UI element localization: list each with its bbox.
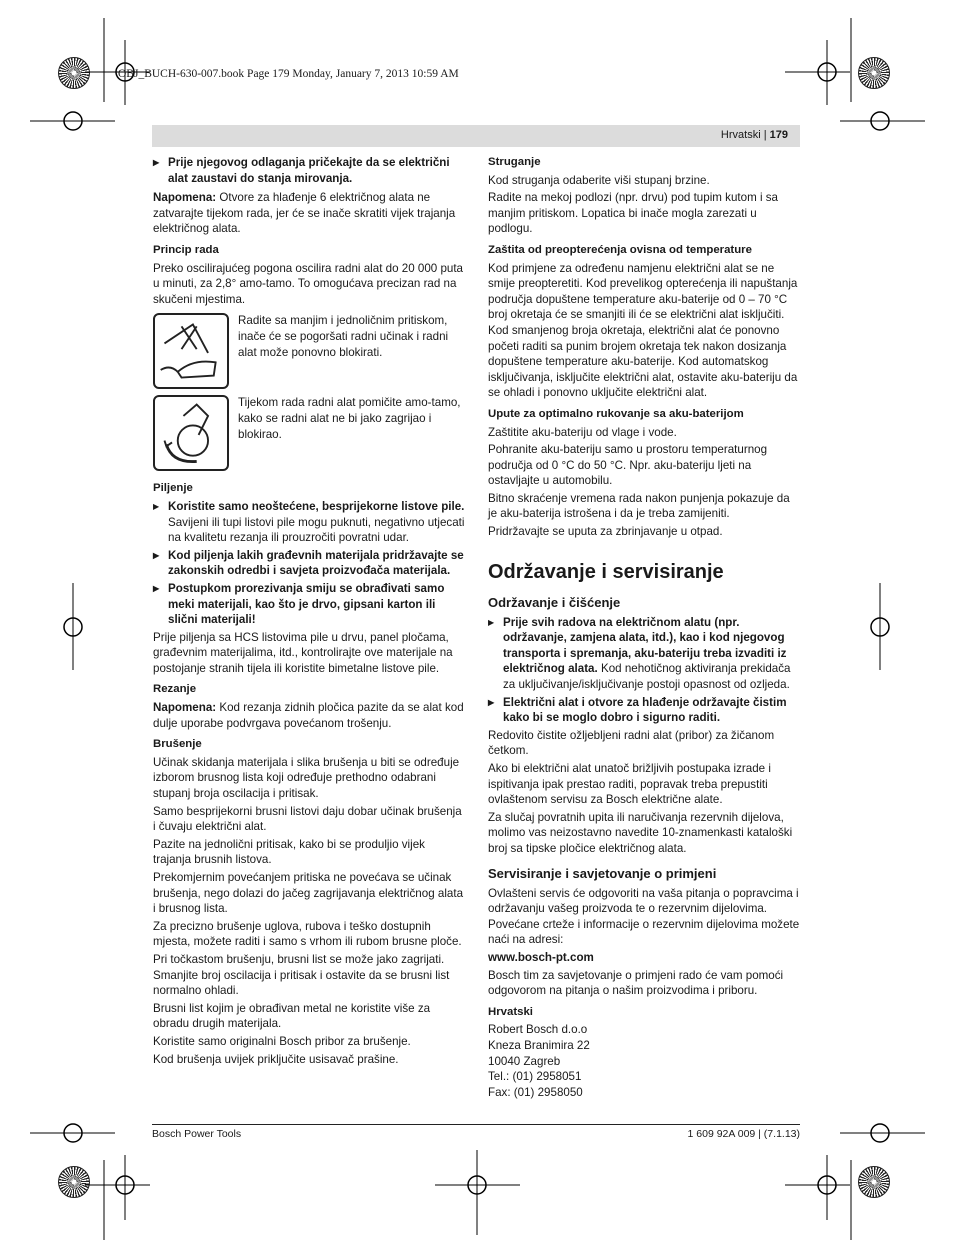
section-heading: Upute za optimalno rukovanje sa aku-baterijom [488,407,744,420]
paragraph: Pazite na jednolični pritisak, kako bi se produljio vijek trajanja brusnih listova. [153,837,425,867]
right-column [488,155,800,1100]
paragraph: Bitno skraćenje vremena rada nakon punjenja pokazuje da je aku-baterija istrošena i da je treba zamijeniti. [488,491,790,521]
header-language: Hrvatski [720,129,761,141]
section-heading: Zaštita od preopterećenja ovisna od temperature [488,243,752,256]
bullet-item: ▶ Električni alat i otvore za hlađenje održavajte čistim kako bi se moglo dobro i sigurno raditi. [488,695,800,726]
section-heading: Brušenje [153,738,202,751]
bullet-item: ▶ Kod piljenja lakih građevnih materijala pridržavajte se zakonskih odredbi i savjeta proizvođača materijala. [153,548,465,579]
note: Napomena: Kod rezanja zidnih pločica pazite da se alat kod dulje uporabe podvrgava povećanom trošenju. [153,701,464,730]
note: Napomena: Otvore za hlađenje 6 električnog alata ne zatvarajte tijekom rada, jer će se inače skratiti vijek trajanja električnog alata. [153,191,456,236]
section-heading: Hrvatski [488,1005,533,1018]
paragraph: Bosch tim za savjetovanje o primjeni rado će vam pomoći odgovorom na pitanja o našim proizvodima i priboru. [488,968,784,998]
oscillation-illustration-icon [153,395,229,471]
footer-divider [152,1124,800,1125]
paragraph: Redovito čistite ožljebljeni radni alat (pribor) za žičanom četkom. [488,728,775,758]
page-header [152,125,800,147]
chapter-heading: Održavanje i servisiranje [488,560,724,583]
page-number: 179 [769,129,788,141]
header-text [721,128,788,144]
paragraph: Prekomjernim povećanjem pritiska ne povećava se učinak brušenja, nego dolazi do jačeg zagrijavanja električnog alata i brusnog lista. [153,871,464,916]
bullet-item: ▶ Prije njegovog odlaganja pričekajte da se električni alat zaustavi do stanja mirovanja. [153,155,465,186]
paragraph: Preko oscilirajućeg pogona oscilira radni alat do 20 000 puta u minuti, za 2,8° amo-tamo. To omogućava precizan rad na skučeni mjestima. [153,261,464,306]
paragraph: Za precizno brušenje uglova, rubova i teško dostupnih mjesta, možete raditi i samo s vrhom ili rubom brusne ploče. [153,919,462,949]
figure-row [153,313,465,389]
section-heading: Piljenje [153,482,193,495]
paragraph: Kod brušenja uvijek priključite usisavač prašine. [153,1052,399,1066]
bullet-item: ▶ Postupkom prorezivanja smiju se obrađivati samo meki materijali, kao što je drvo, gipsani karton ili slični materijali! [153,581,465,628]
section-heading: Princip rada [153,243,219,256]
footer-left: Bosch Power Tools [152,1128,242,1140]
section-heading: Struganje [488,156,541,168]
section-heading: Servisiranje i savjetovanje o primjeni [488,865,717,881]
paragraph: Koristite samo originalni Bosch pribor za brušenje. [153,1034,411,1048]
section-heading: Rezanje [153,683,197,696]
footer-right: 1 609 92A 009 | (7.1.13) [687,1128,800,1140]
bullet-item: ▶ Koristite samo neoštećene, besprijekorne listove pile. Savijeni ili tupi listovi pile mogu puknuti, negativno utjecati na kvalitetu rezanja ili prouzročiti povratni udar. [153,499,465,546]
figure-caption: Tijekom rada radni alat pomičite amo-tamo, kako se radni alat ne bi jako zagrijao i blokirao. [238,396,461,441]
figure-row [153,395,465,471]
address-line: Tel.: (01) 2958051 [488,1070,582,1084]
paragraph: Pridržavajte se uputa za zbrinjavanje u otpad. [488,525,723,539]
header-separator: | [763,129,767,141]
paragraph: Kod primjene za određenu namjenu električni alat se ne smije preopteretiti. Kod prevelikog opterećenja ili napuštanja područja dopuštene temperature aku-baterije od 0 – 70 °C broj okretaja će se smanjiti ili će se električni alat isključiti. Kod smanjenog broja okretaja, električni alat će ponovno početi raditi sa punim brojem okretaja tek nakon dosizanja dopuštene temperature aku-baterije. Kod automatskog isključivanja, isključite električni alat, ostavite aku-bateriju da se ohladi i ponovno uključite električni alat. [488,261,798,400]
website-link[interactable]: www.bosch-pt.com [488,950,594,964]
figure-caption: Radite sa manjim i jednoličnim pritiskom, inače će se pogoršati radni učinak i radni alat može ponovno blokirati. [238,314,449,359]
paragraph: Za slučaj povratnih upita ili naručivanja rezervnih dijelova, molimo vas neizostavno navedite 10-znamenkasti kataloški broj sa tipske pločice električnog alata. [488,810,793,855]
pressure-illustration-icon [153,313,229,389]
bullet-item: ▶ Prije svih radova na električnom alatu (npr. održavanje, zamjena alata, itd.), kao i kod njegovog transporta i spremanja, aku-bateriju treba izvaditi iz električnog alata. Kod nehotičnog aktiviranja prekidača za uključivanje/isključivanje postoji opasnost od ozljeda. [488,615,800,693]
paragraph: Radite na mekoj podlozi (npr. drvu) pod tupim kutom i sa manjim pritiskom. Lopatica bi inače mogla zarezati u podlogu. [488,191,778,236]
section-heading: Održavanje i čišćenje [488,594,621,610]
paragraph: Prije piljenja sa HCS listovima pile u drvu, panel pločama, građevnim materijalima, itd., kontrolirajte ove materijale na postojanje stranih tijela ili koristite bimetalne listove pile. [153,630,453,675]
paragraph: Ovlašteni servis će odgovoriti na vaša pitanja o popravcima i održavanju vašeg proizvoda te o rezervnim dijelovima. Povećane crteže i informacije o rezervnim dijelovima možete naći na adresi: [488,886,800,947]
paragraph: Pri točkastom brušenju, brusni list se može jako zagrijati. Smanjite broj oscilacija i pritisak i ostavite da se brusni list normalno ohladi. [153,952,450,998]
book-info: OBJ_BUCH-630-007.book Page 179 Monday, January 7, 2013 10:59 AM [118,68,459,80]
address-line: Fax: (01) 2958050 [488,1085,583,1099]
paragraph: Brusni list kojim je obrađivan metal ne koristite više za obradu drugih materijala. [153,1001,431,1031]
left-column [153,155,465,1069]
paragraph: Pohranite aku-bateriju samo u prostoru temperaturnog područja od 0 °C do 50 °C. Npr. aku-bateriju ljeti na ostavljajte u automobilu. [488,443,768,488]
paragraph: Ako bi električni alat unatoč brižljivih postupaka izrade i ispitivanja ipak prestao raditi, popravak treba prepustiti ovlaštenom servisu za Bosch električne alate. [488,762,771,807]
paragraph: Samo besprijekorni brusni listovi daju dobar učinak brušenja i čuvaju električni alat. [153,804,462,834]
paragraph: Učinak skidanja materijala i slika brušenja u biti se određuje izborom brusnog lista koji određuje prethodno odabrani stupanj broja oscilacija i pritisak. [153,755,460,801]
address-line: Robert Bosch d.o.o [488,1023,588,1037]
paragraph: Kod struganja odaberite viši stupanj brzine. [488,173,710,187]
address-line: Kneza Branimira 22 [488,1038,590,1052]
paragraph: Zaštitite aku-bateriju od vlage i vode. [488,425,677,439]
address-line: 10040 Zagreb [488,1054,561,1068]
